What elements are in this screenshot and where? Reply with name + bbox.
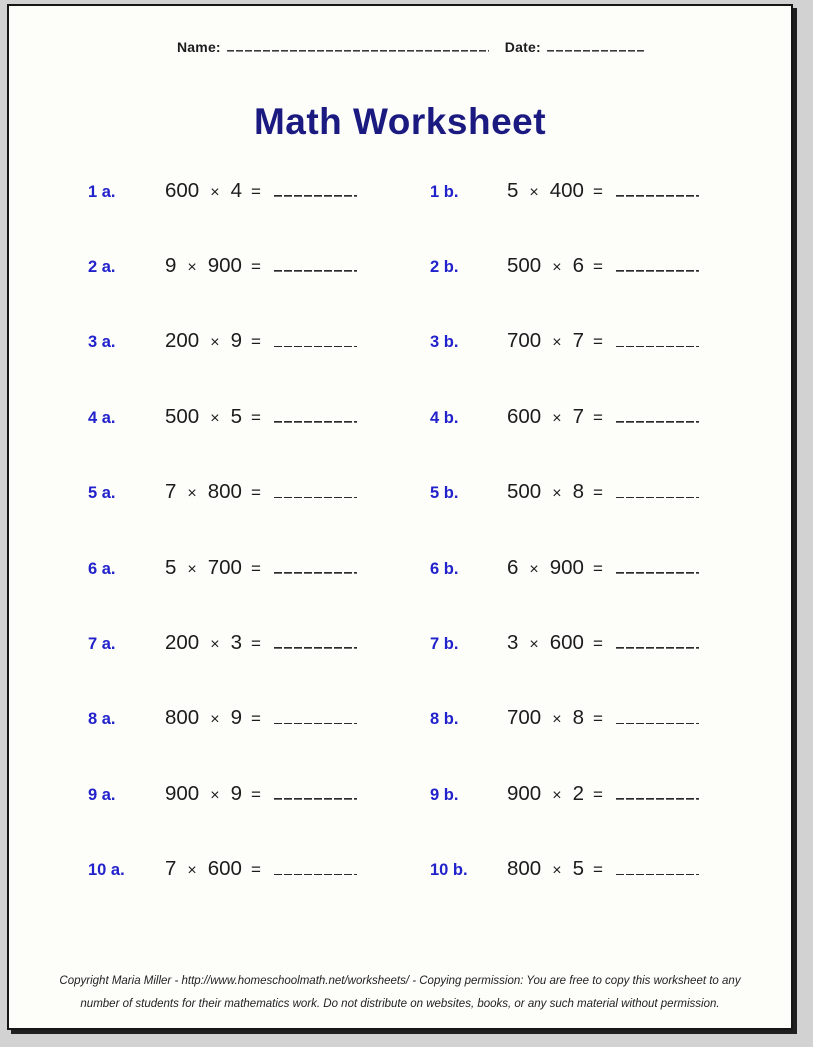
problem-number-label: 8 b. <box>430 710 459 729</box>
answer-blank[interactable] <box>616 629 699 649</box>
multiply-sign: × <box>210 711 220 729</box>
factor-1: 500 <box>507 254 542 278</box>
problems-grid <box>88 152 791 906</box>
date-label: Date: <box>504 39 541 55</box>
problem-number-label: 1 b. <box>430 182 459 201</box>
answer-blank[interactable] <box>616 704 699 724</box>
factor-2: 5 <box>572 857 584 881</box>
answer-blank[interactable] <box>274 403 357 423</box>
factor-2: 700 <box>207 555 242 579</box>
problem-4a <box>88 403 430 429</box>
answer-blank[interactable] <box>274 855 357 875</box>
problem-number-label: 10 a. <box>88 861 125 880</box>
factor-1: 5 <box>507 178 519 202</box>
problem-number-label: 10 b. <box>430 861 468 880</box>
equals-sign: = <box>250 860 261 880</box>
factor-2: 800 <box>207 480 242 504</box>
multiply-sign: × <box>210 334 220 352</box>
answer-blank[interactable] <box>616 855 699 875</box>
factor-1: 200 <box>165 329 200 353</box>
factor-1: 500 <box>507 480 542 504</box>
multiply-sign: × <box>187 485 197 503</box>
multiply-sign: × <box>552 334 562 352</box>
expression <box>165 403 357 429</box>
factor-2: 600 <box>549 631 584 655</box>
equals-sign: = <box>592 709 603 729</box>
expression <box>165 177 357 203</box>
factor-1: 800 <box>507 857 542 881</box>
expression <box>165 327 357 353</box>
expression <box>507 478 699 504</box>
multiply-sign: × <box>187 560 197 578</box>
name-input-line[interactable] <box>227 36 489 52</box>
problem-1a <box>88 177 430 203</box>
answer-blank[interactable] <box>616 478 699 498</box>
multiply-sign: × <box>210 409 220 427</box>
factor-2: 900 <box>549 555 584 579</box>
multiply-sign: × <box>529 183 539 201</box>
answer-blank[interactable] <box>616 554 699 574</box>
factor-2: 3 <box>230 631 242 655</box>
equals-sign: = <box>250 784 261 804</box>
expression <box>165 704 357 730</box>
copyright-line-2: number of students for their mathematics work. Do not distribute on websites, books, or any such material without permission. <box>80 997 720 1010</box>
problem-number-label: 4 b. <box>430 408 459 427</box>
multiply-sign: × <box>552 786 562 804</box>
expression <box>165 629 357 655</box>
equals-sign: = <box>592 860 603 880</box>
expression <box>507 327 699 353</box>
factor-1: 700 <box>507 706 542 730</box>
factor-2: 2 <box>572 781 584 805</box>
multiply-sign: × <box>210 636 220 654</box>
problem-5a <box>88 478 430 504</box>
answer-blank[interactable] <box>274 554 357 574</box>
factor-2: 6 <box>572 254 584 278</box>
problem-number-label: 1 a. <box>88 182 116 201</box>
problem-number-label: 8 a. <box>88 710 116 729</box>
factor-1: 9 <box>165 254 177 278</box>
factor-2: 600 <box>207 857 242 881</box>
answer-blank[interactable] <box>616 177 699 197</box>
page-title: Math Worksheet <box>253 101 547 142</box>
problem-number-label: 9 b. <box>430 785 459 804</box>
equals-sign: = <box>592 558 603 578</box>
multiply-sign: × <box>187 862 197 880</box>
equals-sign: = <box>592 181 603 201</box>
problem-4b <box>430 403 760 429</box>
answer-blank[interactable] <box>274 478 357 498</box>
factor-2: 900 <box>207 254 242 278</box>
problem-8b <box>430 704 760 730</box>
factor-2: 8 <box>572 480 584 504</box>
answer-blank[interactable] <box>274 177 357 197</box>
multiply-sign: × <box>552 711 562 729</box>
factor-1: 6 <box>507 555 519 579</box>
answer-blank[interactable] <box>616 780 699 800</box>
answer-blank[interactable] <box>274 252 357 272</box>
equals-sign: = <box>250 709 261 729</box>
equals-sign: = <box>592 332 603 352</box>
problem-number-label: 6 b. <box>430 559 459 578</box>
name-date-header <box>177 6 791 55</box>
problem-10b <box>430 855 760 881</box>
answer-blank[interactable] <box>274 327 357 347</box>
expression <box>165 855 357 881</box>
factor-2: 7 <box>572 404 584 428</box>
equals-sign: = <box>250 483 261 503</box>
factor-1: 600 <box>507 404 542 428</box>
expression <box>507 403 699 429</box>
problem-1b <box>430 177 760 203</box>
expression <box>507 629 699 655</box>
problem-number-label: 2 a. <box>88 258 116 277</box>
problem-6b <box>430 554 760 580</box>
problem-9b <box>430 780 760 806</box>
problem-number-label: 3 a. <box>88 333 116 352</box>
factor-2: 400 <box>549 178 584 202</box>
problem-number-label: 5 b. <box>430 484 459 503</box>
multiply-sign: × <box>529 560 539 578</box>
name-label: Name: <box>177 39 221 55</box>
problem-2a <box>88 252 430 278</box>
answer-blank[interactable] <box>616 327 699 347</box>
equals-sign: = <box>250 558 261 578</box>
factor-1: 700 <box>507 329 542 353</box>
expression <box>507 252 699 278</box>
problem-number-label: 9 a. <box>88 785 116 804</box>
problem-7a <box>88 629 430 655</box>
answer-blank[interactable] <box>274 780 357 800</box>
factor-2: 9 <box>230 706 242 730</box>
problem-2b <box>430 252 760 278</box>
problem-number-label: 5 a. <box>88 484 116 503</box>
factor-1: 600 <box>165 178 200 202</box>
equals-sign: = <box>592 634 603 654</box>
equals-sign: = <box>250 257 261 277</box>
problem-6a <box>88 554 430 580</box>
expression <box>165 554 357 580</box>
multiply-sign: × <box>210 786 220 804</box>
factor-1: 3 <box>507 631 519 655</box>
date-input-line[interactable] <box>547 36 645 52</box>
factor-1: 500 <box>165 404 200 428</box>
answer-blank[interactable] <box>274 704 357 724</box>
multiply-sign: × <box>187 259 197 277</box>
equals-sign: = <box>592 483 603 503</box>
expression <box>165 478 357 504</box>
multiply-sign: × <box>552 485 562 503</box>
problem-7b <box>430 629 760 655</box>
factor-1: 5 <box>165 555 177 579</box>
expression <box>165 780 357 806</box>
multiply-sign: × <box>210 183 220 201</box>
factor-1: 7 <box>165 480 177 504</box>
multiply-sign: × <box>552 862 562 880</box>
problem-number-label: 7 b. <box>430 635 459 654</box>
answer-blank[interactable] <box>274 629 357 649</box>
expression <box>507 855 699 881</box>
factor-2: 9 <box>230 329 242 353</box>
factor-1: 900 <box>507 781 542 805</box>
answer-blank[interactable] <box>616 252 699 272</box>
problem-5b <box>430 478 760 504</box>
equals-sign: = <box>592 407 603 427</box>
expression <box>507 704 699 730</box>
problem-number-label: 7 a. <box>88 635 116 654</box>
problem-3a <box>88 327 430 353</box>
equals-sign: = <box>250 407 261 427</box>
problem-3b <box>430 327 760 353</box>
expression <box>507 554 699 580</box>
factor-2: 7 <box>572 329 584 353</box>
factor-2: 9 <box>230 781 242 805</box>
problem-number-label: 6 a. <box>88 559 116 578</box>
problem-number-label: 4 a. <box>88 408 116 427</box>
worksheet-page <box>7 4 793 1030</box>
multiply-sign: × <box>529 636 539 654</box>
equals-sign: = <box>250 634 261 654</box>
problem-number-label: 3 b. <box>430 333 459 352</box>
copyright-line-1: Copyright Maria Miller - http://www.homeschoolmath.net/worksheets/ - Copying permission: You are free to copy this worksheet to any <box>59 975 741 988</box>
expression <box>165 252 357 278</box>
copyright-footer <box>9 970 791 1015</box>
problem-8a <box>88 704 430 730</box>
expression <box>507 177 699 203</box>
factor-1: 200 <box>165 631 200 655</box>
equals-sign: = <box>592 784 603 804</box>
problem-number-label: 2 b. <box>430 258 459 277</box>
equals-sign: = <box>250 332 261 352</box>
equals-sign: = <box>592 257 603 277</box>
factor-2: 5 <box>230 404 242 428</box>
factor-1: 800 <box>165 706 200 730</box>
factor-2: 8 <box>572 706 584 730</box>
equals-sign: = <box>250 181 261 201</box>
factor-1: 900 <box>165 781 200 805</box>
factor-2: 4 <box>230 178 242 202</box>
problem-10a <box>88 855 430 881</box>
multiply-sign: × <box>552 259 562 277</box>
multiply-sign: × <box>552 409 562 427</box>
factor-1: 7 <box>165 857 177 881</box>
problem-9a <box>88 780 430 806</box>
expression <box>507 780 699 806</box>
answer-blank[interactable] <box>616 403 699 423</box>
